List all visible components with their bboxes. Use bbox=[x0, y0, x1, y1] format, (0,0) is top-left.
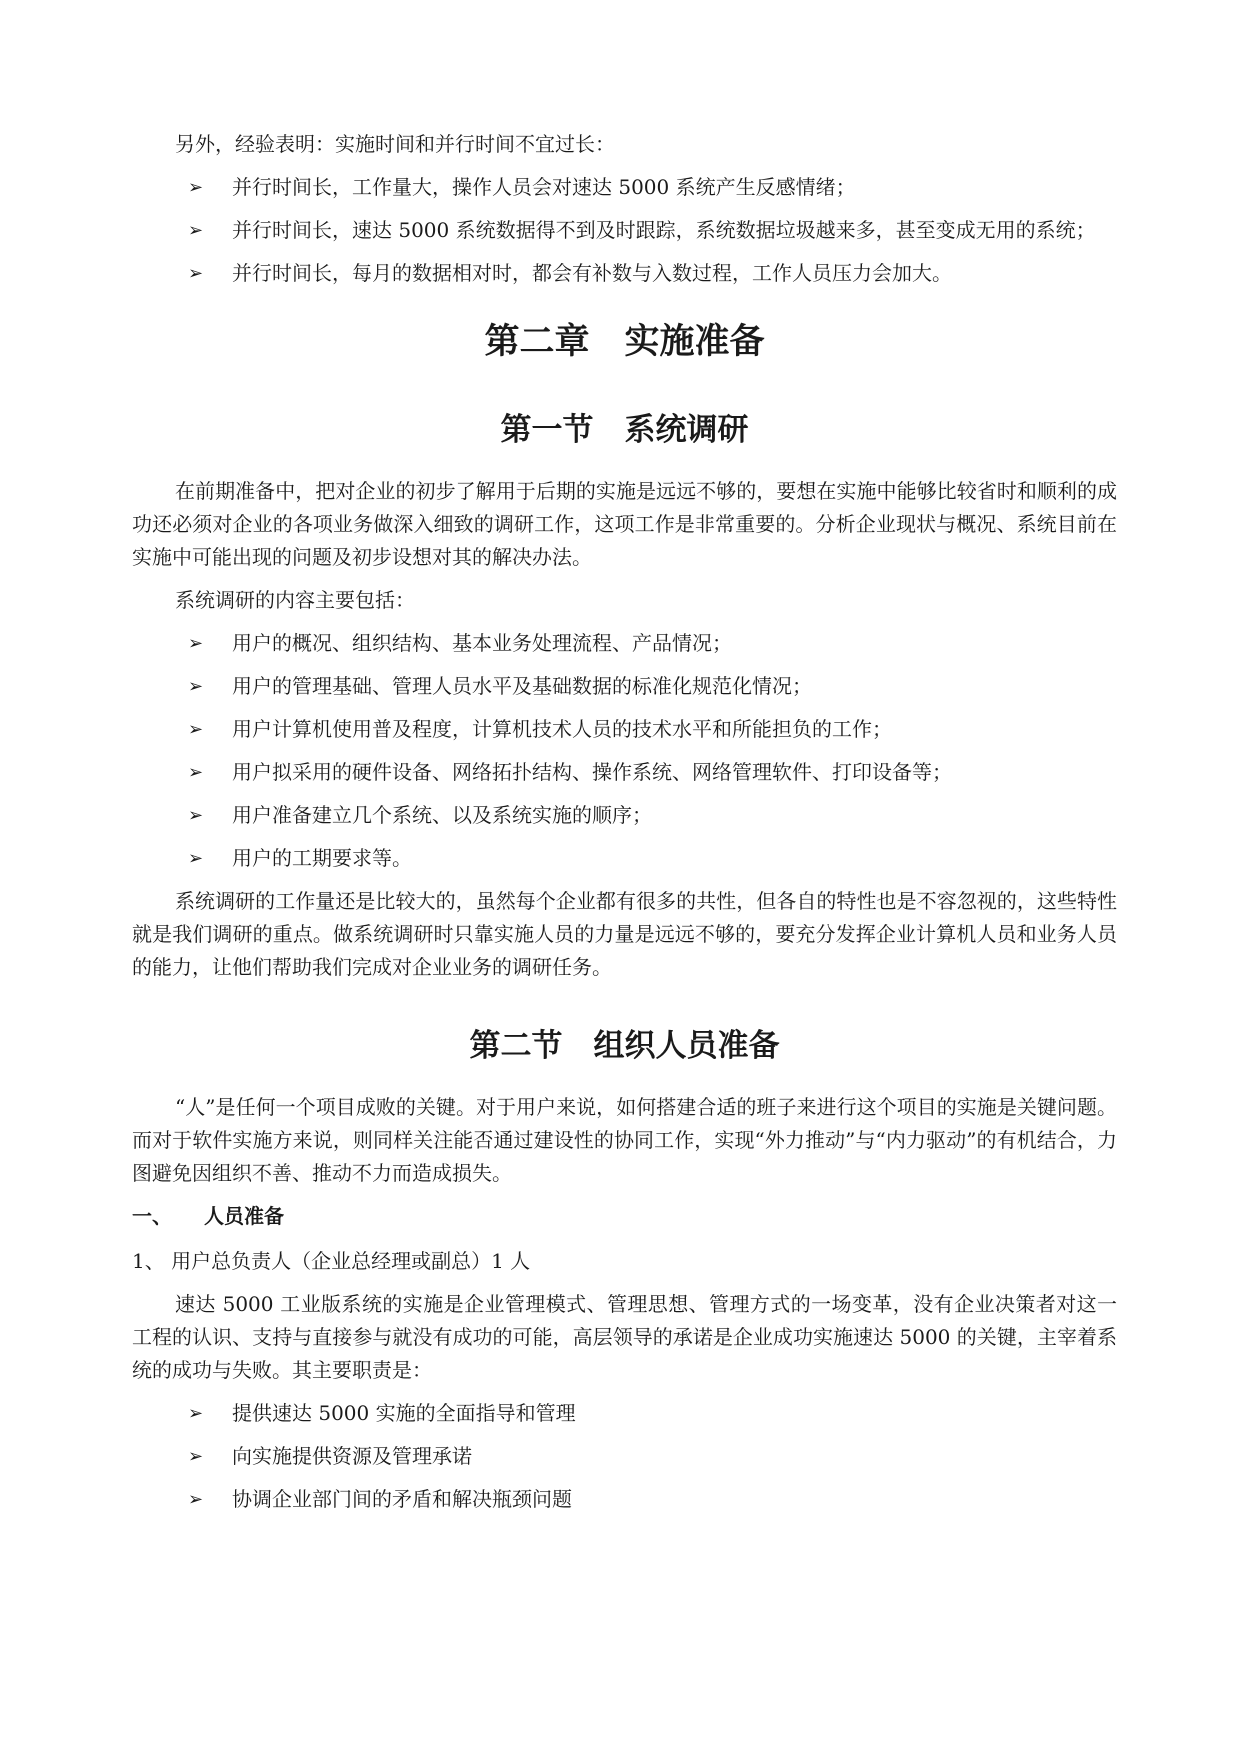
arrow-bullet-icon: ➢ bbox=[188, 805, 204, 826]
intro-lead: 另外，经验表明：实施时间和并行时间不宜过长： bbox=[175, 132, 615, 156]
staffing-paragraph-1: “人”是任何一个项目成败的关键。对于用户来说，如何搭建合适的班子来进行这个项目的实施是关键问题。而对于软件实施方来说，则同样关注能否通过建设性的协同工作，实现“外力推动”与“内力驱动”的有机结合，力图避免因组织不善、推动不力而造成损失。 bbox=[132, 1095, 1117, 1185]
arrow-bullet-icon: ➢ bbox=[188, 719, 204, 740]
document-page bbox=[132, 128, 1117, 1526]
list-item: ➢ 向实施提供资源及管理承诺 bbox=[132, 1440, 1117, 1473]
arrow-bullet-icon: ➢ bbox=[188, 177, 204, 198]
research-paragraph-1: 在前期准备中，把对企业的初步了解用于后期的实施是远远不够的，要想在实施中能够比较省时和顺利的成功还必须对企业的各项业务做深入细致的调研工作，这项工作是非常重要的。分析企业现状与概况、系统目前在实施中可能出现的问题及初步设想对其的解决办法。 bbox=[132, 479, 1117, 569]
list-item: ➢ 用户准备建立几个系统、以及系统实施的顺序； bbox=[132, 799, 1117, 832]
subheading-text: 人员准备 bbox=[204, 1204, 284, 1228]
subheading-number: 一、 bbox=[132, 1204, 172, 1228]
arrow-bullet-icon: ➢ bbox=[188, 1489, 204, 1510]
section-title-research: 第一节 系统调研 bbox=[500, 412, 749, 448]
arrow-bullet-icon: ➢ bbox=[188, 220, 204, 241]
arrow-bullet-icon: ➢ bbox=[188, 1403, 204, 1424]
subheading-personnel bbox=[132, 1200, 1117, 1233]
list-item: ➢ 提供速达 5000 实施的全面指导和管理 bbox=[132, 1397, 1117, 1430]
numbered-item-1: 1、 用户总负责人（企业总经理或副总）1 人 bbox=[132, 1249, 531, 1273]
staffing-paragraph-2: 速达 5000 工业版系统的实施是企业管理模式、管理思想、管理方式的一场变革，没有企业决策者对这一工程的认识、支持与直接参与就没有成功的可能，高层领导的承诺是企业成功实施速达 5000 的关键，主宰着系统的成功与失败。其主要职责是： bbox=[132, 1292, 1117, 1382]
arrow-bullet-icon: ➢ bbox=[188, 848, 204, 869]
research-paragraph-2: 系统调研的工作量还是比较大的，虽然每个企业都有很多的共性，但各自的特性也是不容忽视的，这些特性就是我们调研的重点。做系统调研时只靠实施人员的力量是远远不够的，要充分发挥企业计算机人员和业务人员的能力，让他们帮助我们完成对企业业务的调研任务。 bbox=[132, 889, 1117, 979]
arrow-bullet-icon: ➢ bbox=[188, 633, 204, 654]
list-item: ➢ 用户计算机使用普及程度，计算机技术人员的技术水平和所能担负的工作； bbox=[132, 713, 1117, 746]
staffing-bullet-list bbox=[132, 1397, 1117, 1516]
arrow-bullet-icon: ➢ bbox=[188, 676, 204, 697]
list-item: ➢ 并行时间长，工作量大，操作人员会对速达 5000 系统产生反感情绪； bbox=[132, 171, 1117, 204]
intro-bullet-list bbox=[132, 171, 1117, 290]
list-item: ➢ 用户拟采用的硬件设备、网络拓扑结构、操作系统、网络管理软件、打印设备等； bbox=[132, 756, 1117, 789]
arrow-bullet-icon: ➢ bbox=[188, 1446, 204, 1467]
chapter-title: 第二章 实施准备 bbox=[484, 322, 765, 362]
list-item: ➢ 用户的概况、组织结构、基本业务处理流程、产品情况； bbox=[132, 627, 1117, 660]
list-item: ➢ 协调企业部门间的矛盾和解决瓶颈问题 bbox=[132, 1483, 1117, 1516]
arrow-bullet-icon: ➢ bbox=[188, 263, 204, 284]
research-bullet-list bbox=[132, 627, 1117, 875]
list-item: ➢ 并行时间长，速达 5000 系统数据得不到及时跟踪，系统数据垃圾越来多，甚至变成无用的系统； bbox=[132, 214, 1117, 247]
list-item: ➢ 并行时间长，每月的数据相对时，都会有补数与入数过程，工作人员压力会加大。 bbox=[132, 257, 1117, 290]
list-item: ➢ 用户的管理基础、管理人员水平及基础数据的标准化规范化情况； bbox=[132, 670, 1117, 703]
section-title-staffing: 第二节 组织人员准备 bbox=[469, 1028, 780, 1064]
list-item: ➢ 用户的工期要求等。 bbox=[132, 842, 1117, 875]
arrow-bullet-icon: ➢ bbox=[188, 762, 204, 783]
research-lead: 系统调研的内容主要包括： bbox=[175, 588, 415, 612]
